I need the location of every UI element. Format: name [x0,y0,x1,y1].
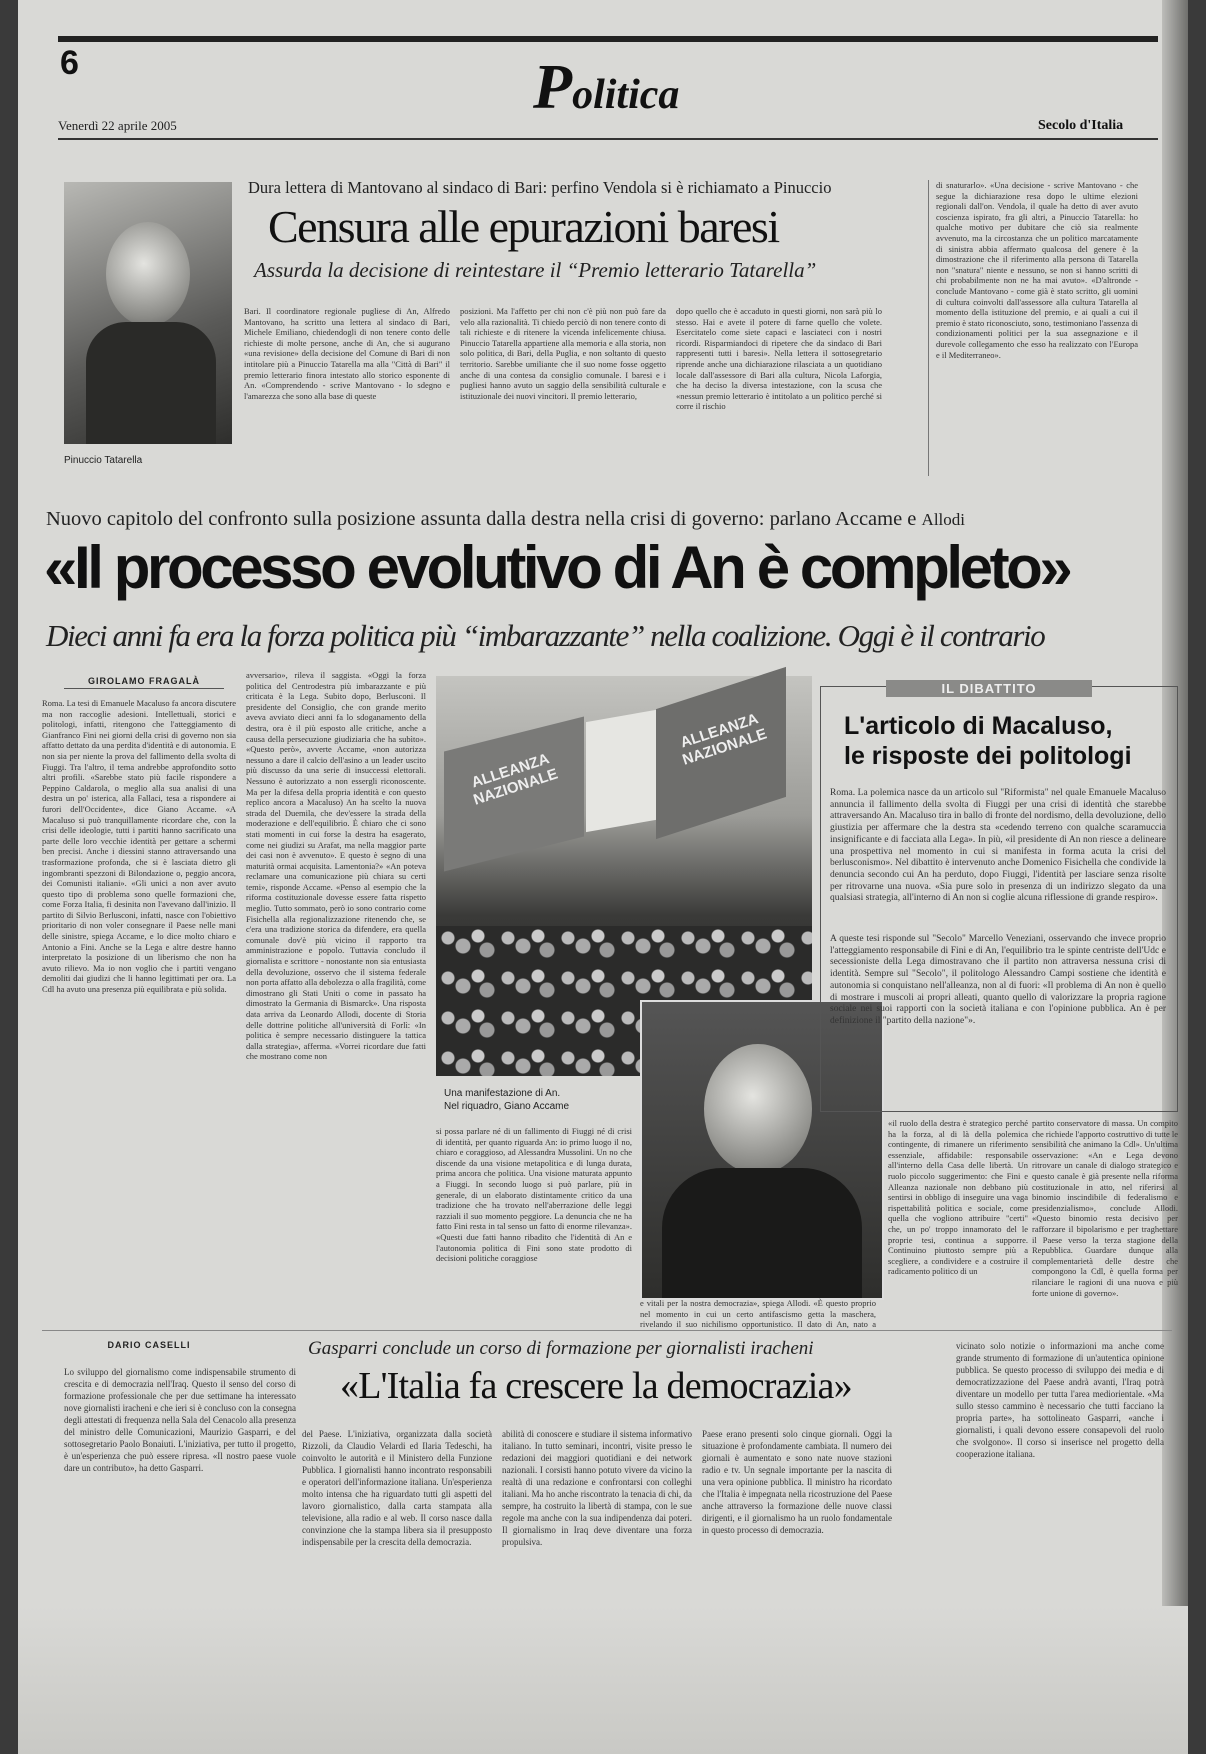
section-title [533,50,679,124]
article2-byline-rule [64,688,224,689]
header-divider [58,138,1158,140]
article1-subtitle: Assurda la decisione di reintestare il “Premio letterario Tatarella” [254,258,817,282]
article2-column-3: si possa parlare né di un fallimento di Fiuggi né di crisi di identità, per quanto riguarda An: io primo luogo il no, chiaro e coraggioso, ad Alessandra Mussolini. Un no che discende da una visione metapolitica e di lunga durata, prima ancora che politica. Una visione maturata appunto a Fiuggi. In secondo luogo si può parlare, più in generale, di un elaborato distintamente critico da una tradizione che ha trovato nell'aberrazione delle leggi razziali il suo momento peggiore. La denuncia che ne ha fatto Fini resta in tal senso un fatto di enorme rilevanza». «Questi due fatti hanno ribadito che l'identità di An e l'autonomia politica di Fini sono state prodotto di decisioni politiche coraggiose [436,1126,632,1264]
flag-white [586,710,656,832]
article3-byline: DARIO CASELLI [107,1340,191,1350]
dibattito-title-2: le risposte dei politologi [844,742,1132,770]
article2-column-6: partito conservatore di massa. Un compito che richiede l'apporto costruttivo di tutte le sensibilità che animano la Cdl». Un'ultima osservazione: «An e Lega devono ritrovare un canale di dialogo strategico e questo canale è già presente nella riforma costituzionale in atto, nel riferirsi al binomio inscindibile di federalismo e presidenzialismo», conclude Allodi. «Questo binomio resta decisivo per rafforzare il bipolarismo e per traghettare il Paese verso la terza stagione della Repubblica. Guardare dunque alla complementarietà delle destre che compongono la Cdl, è quella forma per rilanciare le ragioni di una nuova e più forte unione di governo». [1032,1118,1178,1298]
article1-column-1: Bari. Il coordinatore regionale pugliese di An, Alfredo Mantovano, ha scritto una lettera al sindaco di Bari, Michele Emiliano, chiedendogli di non tenere conto delle richieste di molte persone, anche di An, che si augurano «una revisione» della decisione del Comune di Bari di non intitolare più a Pinuccio Tatarella ma alla "Città di Bari" il premio letterario finora intestato allo storico esponente di An. «Comprendendo - scrive Mantovano - lo sdegno e l'amarezza che sono alla base di queste [244,306,450,401]
article2-column-2: avversario», rileva il saggista. «Oggi la forza politica del Centrodestra più imbarazzante e più criticata è la Lega. Subito dopo, Berlusconi. Il presidente del Consiglio, che con grande merito aveva avviato dieci anni fa lo sdoganamento della destra, ora è il più esposto alle critiche, anche a causa della persecuzione giudiziaria che ha subìto». «Questo però», avverte Accame, «non autorizza nessuno a dare il calcio dell'asino a un leader uscito più discusso da una serie di insuccessi elettorali. Nessuno è autorizzato a non essergli riconoscente. Ma per la difesa della propria identità e con questo replico ancora a Macaluso) An ha scelto la nuova strada del Duemila, che dev'essere la strada della moderazione e dell'equilibrio. È chiaro che ci sono stati momenti in cui forse la destra ha esagerato, come nei giudizi su Arafat, ma nella maggior parte dei casi non è avvenuto». E questo è segno di una maturità ormai acquisita. Lamentonia?» «An poteva reclamare una comunicazione più chiara su certi temi», risponde Accame. «Penso al esempio che la riforma costituzionale dovesse essere fatta rispetto meglio. Tutto sommato, però io sono contrario come Fisichella alla regionalizzazione ritenendo che, se c'era una tradizione storica da difendere, era quella comunale dov'è più vicino il rapporto tra amministrazione e popolo. Tuttavia concludo il giornalista e scrittore - nonostante non sia entusiasta della devoluzione, osservo che il sistema federale non porta affatto alla debolezza o alla fragilità, come dimostrano gli Stati Uniti o come in passato ha dimostrato la Germania di Bismarck». Una risposta data arriva da Leonardo Allodi, docente di Storia delle dottrine politiche all'università di Forlì: «In politica è sempre necessario distinguere la tattica dalla strategia», afferma. «Vorrei ricordare due fatti che mostrano come non [246,670,426,1062]
tatarella-photo [64,182,232,444]
article2-title: «Il processo evolutivo di An è completo» [44,534,1070,601]
date-line: Venerdì 22 aprile 2005 [58,118,177,133]
rally-photo-caption-1: Una manifestazione di An. [444,1088,561,1099]
article3-top-rule [42,1330,1172,1331]
accame-face [704,1044,812,1174]
dibattito-paragraph-1: Roma. La polemica nasce da un articolo sul "Riformista" nel quale Emanuele Macaluso annuncia il fallimento della svolta di Fiuggi per una crisi di identità che starebbe attraversando An. Macaluso tira in ballo di fronte del nordismo, della devoluzione, dello giustizia per affermare che la destra sta «cedendo terreno con qualche scaramuccia insignificante e di facciata alla Lega». In più, «il presidente di An non riesce a delineare una prospettiva nel momento in cui si manifesta in forma acuta la crisi del berlusconismo». Nel dibattito è intervenuto anche Domenico Fisichella che condivide la denuncia secondo cui An ha perduto, dopo Fiuggi, l'identità per lasciare senza risolte per ritrovarne una nuova. «Sia pure solo in presenza di un indirizzo slegato da una qualsiasi strategia, all'interno di An non si coglie alcuna riflessione di grande respiro». [830,788,1166,904]
article2-column-1: Roma. La tesi di Emanuele Macaluso fa ancora discutere ma non raccoglie adesioni. Intellettuali, storici e politologi, infatti, ritengono che l'atteggiamento di Gianfranco Fini nei giorni della crisi di governo non sia affatto dettato da una perdita d'identità e di autonomia. E non sia per niente la prova del fallimento della svolta di Fiuggi. Tra l'altro, il tema andrebbe approfondito sotto altri profili. «Sarebbe stato più facile rispondere a Peppino Caldarola, o meglio alla sua analisi di una destra un po' isterica, alla Fallaci, tesa a rispondere ai furori dell'Occidente», dice Giano Accame. «A Macaluso si può tranquillamente ricordare che, con la crisi delle ideologie, tutti i partiti hanno sacrificato una parte delle loro vecchie identità per gettare a schermi ben precisi. Anche i diessini stanno attraversando una trasformazione profonda, che si è lasciata dietro gli ingombranti spezzoni di Bilondazione o, peggio ancora, dei Comunisti italiani». «Gli unici a non aver avuto questo tipo di problema sono quelle formazioni che, come Forza Italia, fi desinita non l'avevano dall'inizio. Il partito di Silvio Berlusconi, infatti, nasce con l'obiettivo prioritario di non voler consegnare il Paese nelle mani delle sinistre, spiega Accame, e lo dice molto chiaro e Antonio a Fini. Anche se la Lega e altre destre hanno interpretato la posizione di un liberismo che non ha avuto rilievo. Ma io non voglio che i partiti vengano demoliti dai giudizi che li hanno legittimati per ora. La Cdl ha avuto una presenza più equilibrata e più solida. [42,698,236,995]
accame-suit [662,1168,862,1298]
article1-column-2: posizioni. Ma l'affetto per chi non c'è più non può fare da velo alla razionalità. Ti chiedo perciò di non tenere conto di tali richieste e di ritenere la vicenda infelicemente chiusa. Pinuccio Tatarella appartiene alla memoria e alla storia, non solo politica, di Bari, della Puglia, e non soltanto di questo territorio. Sarebbe umiliante che il suo nome fosse oggetto anche di una contesa da consiglio comunale. I baresi e i pugliesi hanno avuto un saggio della sensibilità culturale e istituzionale dei nuovi vincitori. Il premio letterario, [460,306,666,401]
article1-kicker: Dura lettera di Mantovano al sindaco di Bari: perfino Vendola si è richiamato a Pinuccio [248,178,832,197]
section-initial: P [533,51,573,122]
article3-kicker: Gasparri conclude un corso di formazione per giornalisti iracheni [308,1338,814,1359]
portrait-suit [86,322,216,444]
article1-title: Censura alle epurazioni baresi [268,201,779,252]
article3-column-1: Lo sviluppo del giornalismo come indispensabile strumento di crescita e di democrazia nell'Iraq. Questo il senso del corso di formazione professionale che per due settimane ha interessato nove giornalisti iracheni e che ieri si è concluso con la consegna degli attestati di frequenza nella Sala del Cenacolo alla presenza del ministro delle Comunicazioni, Maurizio Gasparri, e del sottosegretario Paolo Bonaiuti. L'iniziativa, per tutto il progetto, è un'esperienza che può essere ripresa. «Il nostro paese vuole dare un contributo», ha detto Gasparri. [64,1367,296,1473]
article3-column-2: del Paese. L'iniziativa, organizzata dalla società Rizzoli, da Claudio Velardi ed Ilaria Tedeschi, ha coinvolto le autorità e il Ministero della Funzione Pubblica. I giornalisti hanno incontrato responsabili e operatori dell'informazione italiana. Un'esperienza molto intensa che ha riguardato tutti gli aspetti del lavoro giornalistico, dalla carta stampata alla televisione, alla radio e al web. Il corso nasce dalla convinzione che la stampa libera sia il presupposto indispensabile per la crescita della democrazia. [302,1429,492,1547]
article2-kicker-name: Allodi [921,510,965,529]
article2-kicker [46,508,965,531]
page-number: 6 [60,44,79,82]
dibattito-title-1: L'articolo di Macaluso, [844,712,1113,740]
article2-column-5: «il ruolo della destra è strategico perché ha la forza, al di là della polemica contingente, di rimanere un riferimento essenziale, affidabile: responsabile all'interno della Casa delle libertà. Un ruolo piccolo suggerimento: che Fini e Alleanza nazionale non debbano più sentirsi in obbligo di inseguire una vaga rispettabilità politica e sociale, come quella che vogliono attribuire "certi" che, un po' troppo innamorato del le proprie tesi, continua a supporre. Continuino piuttosto sempre più a scegliere, a condividere e a costruire il radicamento politico di un [888,1118,1028,1277]
article2-kicker-text: Nuovo capitolo del confronto sulla posizione assunta dalla destra nella crisi di governo: parlano Accame e [46,508,922,530]
newspaper-name: Secolo d'Italia [1038,118,1124,133]
rally-photo-caption-2: Nel riquadro, Giano Accame [444,1101,570,1112]
dibattito-paragraph-2: A queste tesi risponde sul "Secolo" Marcello Veneziani, osservando che invece proprio l'atteggiamento responsabile di Fini e di An, l'equilibrio tra le spinte centriste dell'Udc e secessioniste della Lega dimostravano che il partito non attraversa nessuna crisi di identità. Sempre sul "Secolo", il politologo Alessandro Campi sostiene che identità e autonomia si conquistano nell'alleanza, non al di fuori: «Il problema di An non è quello di mostrare i muscoli ai propri alleati, quanto quello di valorizzare la propria ragione sociale nei suoi rapporti con la società italiana e con l'opinione pubblica. An è per definizione il "partito della nazione"». [830,934,1166,1026]
article2-column-4: e vitali per la nostra democrazia», spiega Allodi. «È questo proprio nel momento in cui un certo antifascismo getta la maschera, rivelando il suo nichilismo opportunistico. Il dato di An, nato a [640,1298,876,1330]
article2-byline: GIROLAMO FRAGALÀ [88,676,200,686]
article2-subtitle: Dieci anni fa era la forza politica più “imbarazzante” nella coalizione. Oggi è il contrario [46,618,1045,653]
portrait-face [106,222,190,326]
dibattito-tag: IL DIBATTITO [886,680,1092,697]
newspaper-page [18,0,1188,1754]
article3-column-4: Paese erano presenti solo cinque giornali. Oggi la situazione è profondamente cambiata. Il numero dei giornali è aumentato e sono nate nuove stazioni radio e tv. Un segnale importante per la nascita di una vera opinione pubblica. Il ministro ha ricordato che l'Italia è impegnata nella ricostruzione del Paese anche attraverso la formazione delle nuove classi dirigenti, e il giornalismo ha un ruolo fondamentale in questo processo di democrazia. [702,1429,892,1535]
flag-text-right: ALLEANZA NAZIONALE [678,710,769,769]
flag-text-left: ALLEANZA NAZIONALE [469,750,560,809]
section-rest: olitica [572,72,680,118]
article3-column-5: vicinato solo notizie o informazioni ma anche come grande strumento di formazione di un'autentica opinione pubblica. Se questo processo di sviluppo dei media e di democratizzazione del Paese andrà avanti, l'Iraq potrà diventare un modello per tutta l'area mediorientale. «Ma sullo stesso cammino è necessario che tutti facciano la propria parte», ha sottolineato Gasparri, «anche i giornalisti, i quali devono essere consapevoli del ruolo che svolgono». Il corso si inserisce nel progetto della cooperazione italiana. [956,1341,1164,1459]
header-rule [58,36,1158,42]
article1-column-4: di snaturarlo». «Una decisione - scrive Mantovano - che segue la dichiarazione resa dopo le ultime elezioni regionali dall'on. Vendola, il quale ha detto di aver avuto coscienza ispirato, fra gli altri, a Pinuccio Tatarella: ho qualche motivo per dubitare che ciò sia realmente avvenuto, ma la circostanza che un politico marcatamente di sinistra abbia affermato qualcosa del genere è la dimostrazione che il riferimento alla persona di Tatarella non "snatura" niente e nessuno, se non si hanno scritti di chi probabilmente non ne ha mai avuto». «D'altronde - conclude Mantovano - come già è stato scritto, gli uomini di cultura coinvolti dall'assessore alla cultura Tatarella al momento della istituzione del premio, e ai quali a cui il premio è stato riconosciuto, sono, testimoniano l'assenza di condizionamenti politici per la sua assegnazione e il durevole collegamento che esso ha realizzato con l'Europa e il Mediterraneo». [936,180,1138,360]
tatarella-photo-caption: Pinuccio Tatarella [64,455,143,466]
article1-column-3: dopo quello che è accaduto in questi giorni, non sarà più lo stesso. Hai e avete il potere di farne quello che volete. Esercitatelo come siete capaci e lasciateci con i nostri ricordi. Risparmiandoci di ripetere che da sindaco di Bari rappresenti tutti i baresi». Nella lettera il sottosegretario riprende anche una dichiarazione rilasciata a un quotidiano locale dall'assessore di Bari alla cultura, Nicola Laforgia, che ha deciso la diversa intestazione, con la scusa che «nessun premio letterario è intitolato a un politico perché si corre il rischio [676,306,882,412]
page-bottom-shade [18,1606,1188,1754]
article1-separator [928,180,929,476]
article3-column-3: abilità di conoscere e studiare il sistema informativo italiano. In tutto seminari, incontri, visite presso le redazioni dei maggiori quotidiani e dei network nazionali. I corsisti hanno potuto vivere da vicino la realtà di una redazione e confrontarsi con colleghi italiani. Ma ho anche riscontrato la tenacia di chi, da sempre, ha costruito la libertà di stampa, con le sue regole ma anche con la sua indipendenza dai poteri. Il giornalismo in Iraq deve diventare una forza propulsiva. [502,1429,692,1547]
article3-title: «L'Italia fa crescere la democrazia» [340,1365,852,1407]
